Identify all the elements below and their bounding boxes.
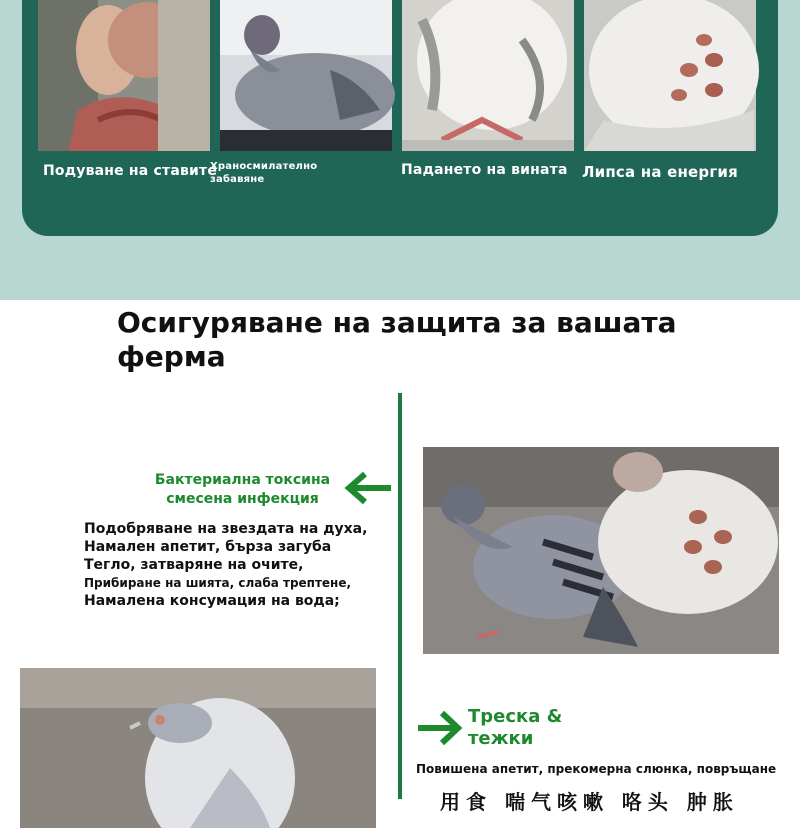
- arrow-right-icon: [416, 710, 464, 746]
- symptom-line: Прибиране на шията, слаба трептене,: [84, 576, 352, 590]
- symptom-1-description: [84, 520, 384, 610]
- symptom-banner: [0, 0, 800, 300]
- timeline-divider: [398, 393, 402, 799]
- fluffed-pigeon-photo: [584, 0, 756, 151]
- resting-pigeon-photo: [220, 0, 392, 151]
- swollen-joint-photo: [38, 0, 210, 151]
- symptom-caption: Подуване на ставите: [43, 163, 218, 179]
- symptom-line: Подобряване на звездата на духа,: [84, 521, 368, 537]
- symptom-line: Намален апетит, бърза загуба: [84, 539, 332, 555]
- section-title: Осигуряване на защита за вашата ферма: [117, 306, 677, 373]
- symptom-caption: Падането на вината: [401, 162, 568, 178]
- symptom-2-chinese-text: 用食 喘气咳嗽 咯头 肿胀: [440, 790, 739, 814]
- symptom-line: Тегло, затваряне на очите,: [84, 557, 304, 573]
- symptom-1-title: Бактериална токсина смесена инфекция: [154, 472, 331, 507]
- sick-pigeon-photo: [20, 668, 376, 828]
- arrow-left-icon: [343, 471, 393, 505]
- two-pigeons-photo: [423, 447, 779, 654]
- symptom-2-title: Треска & тежки: [468, 706, 563, 749]
- symptom-caption: Храносмилателно забавяне: [210, 161, 318, 185]
- symptom-2-description: Повишена апетит, прекомерна слюнка, повръщане: [416, 762, 777, 776]
- symptom-line: Намалена консумация на вода;: [84, 593, 340, 609]
- symptom-caption: Липса на енергия: [582, 163, 738, 181]
- pigeon-feet-photo: [402, 0, 574, 151]
